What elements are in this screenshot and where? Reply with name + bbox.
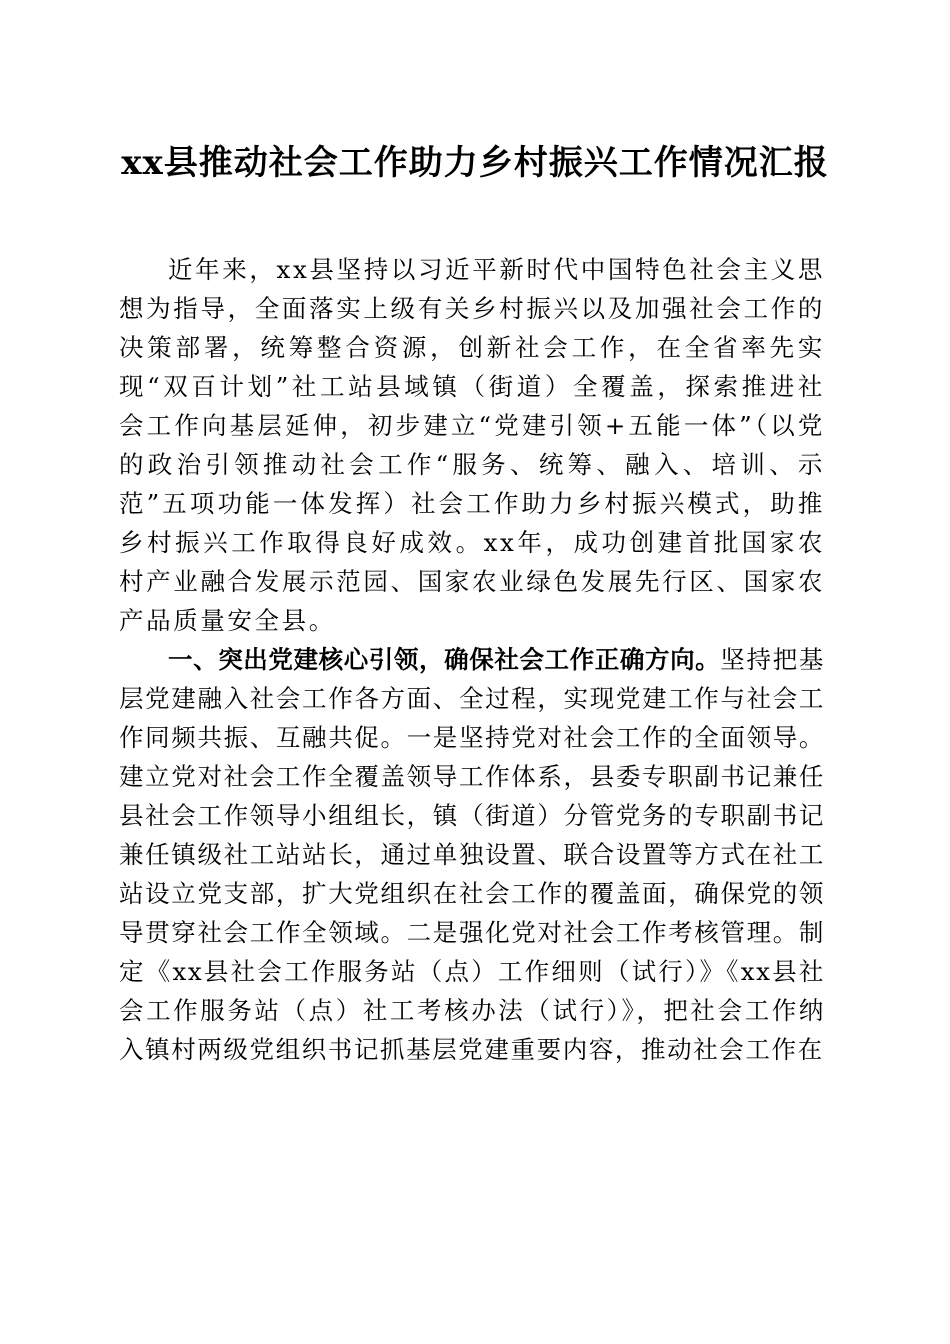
intro-paragraph: 近年来，xx县坚持以习近平新时代中国特色社会主义思想为指导，全面落实上级有关乡村振兴以及加强社会工作的决策部署，统筹整合资源，创新社会工作，在全省率先实现“双百计划”社工站县域镇（街道）全覆盖，探索推进社会工作向基层延伸，初步建立“党建引领+五能一体”（以党的政治引领推动社会工作“服务、统筹、融入、培训、示范”五项功能一体发挥）社会工作助力乡村振兴模式，助推乡村振兴工作取得良好成效。xx年，成功创建首批国家农村产业融合发展示范园、国家农业绿色发展先行区、国家农产品质量安全县。 xyxy=(119,255,825,635)
section-1-body: 坚持把基层党建融入社会工作各方面、全过程，实现党建工作与社会工作同频共振、互融共促。一是坚持党对社会工作的全面领导。建立党对社会工作全覆盖领导工作体系，县委专职副书记兼任县社会工作领导小组组长，镇（街道）分管党务的专职副书记兼任镇级社工站站长，通过单独设置、联合设置等方式在社工站设立党支部，扩大党组织在社会工作的覆盖面，确保党的领导贯穿社会工作全领域。二是强化党对社会工作考核管理。制定《xx县社会工作服务站（点）工作细则（试行）》《xx县社会工作服务站（点）社工考核办法（试行）》，把社会工作纳入镇村两级党组织书记抓基层党建重要内容，推动社会工作在 xyxy=(119,645,825,1064)
section-1-paragraph xyxy=(119,640,825,1069)
document-title: xx县推动社会工作助力乡村振兴工作情况汇报 xyxy=(121,143,829,183)
section-1-heading: 一、突出党建核心引领，确保社会工作正确方向。 xyxy=(168,645,721,674)
document-body xyxy=(119,250,825,1069)
